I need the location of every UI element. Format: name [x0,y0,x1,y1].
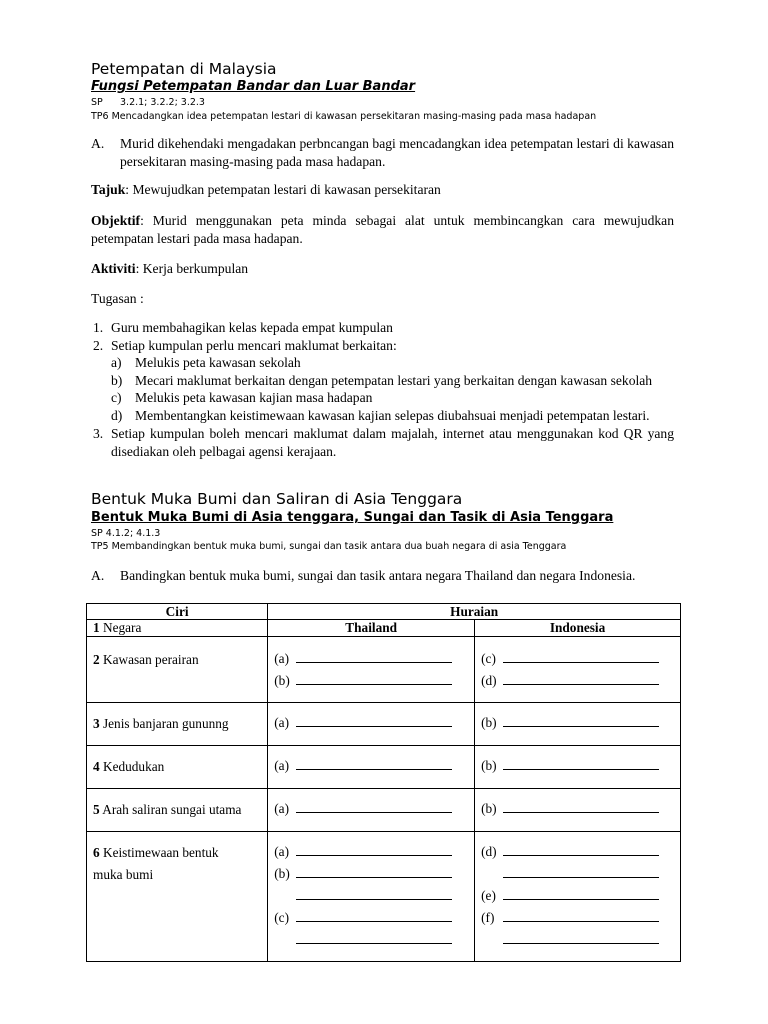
section1-a-marker: A. [91,136,105,151]
answer-blank[interactable] [503,843,659,856]
answer-blank[interactable] [503,650,659,663]
section2-sp: SP 4.1.2; 4.1.3 [91,528,161,539]
row-label: 6 Keistimewaan bentuk muka bumi [87,832,268,962]
indonesia-answer-cell: (d) (e) (f) [475,832,681,962]
section1-sp-values: 3.2.1; 3.2.2; 3.2.3 [120,97,205,108]
section1-subtitle: Fungsi Petempatan Bandar dan Luar Bandar [91,79,416,94]
indonesia-answer-cell: (b) [475,703,681,746]
answer-blank[interactable] [503,909,659,922]
subtask-text: Melukis peta kawasan kajian masa hadapan [135,390,373,405]
subtask-letter: c) [111,390,122,405]
objektif-label: Objektif [91,213,141,228]
indonesia-answer-cell: (b) [475,789,681,832]
section2-a-text: Bandingkan bentuk muka bumi, sungai dan tasik antara negara Thailand dan negara Indonesia. [120,568,636,583]
header-huraian: Huraian [268,604,681,620]
tugasan-label: Tugasan : [91,291,144,306]
aktiviti-label: Aktiviti [91,261,136,276]
task-number: 1. [93,320,104,335]
section1-tp: TP6 Mencadangkan idea petempatan lestari di kawasan persekitaran masing-masing pada masa hadapan [91,111,597,122]
answer-blank[interactable] [296,865,452,878]
subtask-text: Membentangkan keistimewaan kawasan kajian selepas diubahsuai menjadi petempatan lestari. [135,408,650,423]
table-header-row [87,604,681,620]
subtask-text: Melukis peta kawasan sekolah [135,355,301,370]
row-label: 5 Arah saliran sungai utama [87,789,268,832]
answer-blank[interactable] [296,757,452,770]
answer-blank[interactable] [503,887,659,900]
section2-tp: TP5 Membandingkan bentuk muka bumi, sungai dan tasik antara dua buah negara di asia Tenggara [91,541,567,552]
subtask-letter: d) [111,408,123,423]
answer-blank[interactable] [503,865,659,878]
table-row [87,637,681,703]
table-row [87,620,681,637]
table-row [87,746,681,789]
row-label: 1 Negara [87,620,268,637]
answer-blank[interactable] [503,757,659,770]
tajuk-line [91,181,441,199]
objektif-paragraph [91,212,674,248]
row-label: 3 Jenis banjaran gununng [87,703,268,746]
table-row [87,703,681,746]
section2-subtitle: Bentuk Muka Bumi di Asia tenggara, Sungai dan Tasik di Asia Tenggara [91,510,614,525]
comparison-table [86,603,681,962]
thailand-answer-cell: (a) (b) (c) [268,832,475,962]
answer-blank[interactable] [503,800,659,813]
aktiviti-text: : Kerja berkumpulan [135,261,249,276]
answer-blank[interactable] [503,714,659,727]
header-ciri: Ciri [87,604,268,620]
section2-title: Bentuk Muka Bumi dan Saliran di Asia Tenggara [91,490,463,508]
section1-sp-label: SP [91,97,103,108]
row-label: 2 Kawasan perairan [87,637,268,703]
answer-blank[interactable] [296,714,452,727]
section1-title: Petempatan di Malaysia [91,60,277,78]
task-text: Setiap kumpulan boleh mencari maklumat dalam majalah, internet atau menggunakan kod QR yang disediakan oleh pelbagai agensi kerajaan. [111,426,674,459]
answer-blank[interactable] [503,931,659,944]
answer-blank[interactable] [296,800,452,813]
answer-blank[interactable] [503,672,659,685]
header-indonesia: Indonesia [475,620,681,637]
answer-blank[interactable] [296,909,452,922]
answer-blank[interactable] [296,672,452,685]
task-number: 3. [93,426,104,441]
tajuk-label: Tajuk [91,182,126,197]
thailand-answer-cell: (a) [268,703,475,746]
answer-blank[interactable] [296,931,452,944]
aktiviti-line [91,260,248,278]
thailand-answer-cell: (a) [268,789,475,832]
thailand-answer-cell: (a) [268,746,475,789]
subtask-letter: b) [111,373,123,388]
answer-blank[interactable] [296,887,452,900]
table-row [87,789,681,832]
task-text: Setiap kumpulan perlu mencari maklumat berkaitan: [111,338,397,353]
indonesia-answer-cell: (c) (d) [475,637,681,703]
tajuk-text: : Mewujudkan petempatan lestari di kawasan persekitaran [125,182,441,197]
header-thailand: Thailand [268,620,475,637]
thailand-answer-cell: (a) (b) [268,637,475,703]
answer-blank[interactable] [296,843,452,856]
subtask-text: Mecari maklumat berkaitan dengan petempatan lestari yang berkaitan dengan kawasan sekolah [135,373,653,388]
row-label: 4 Kedudukan [87,746,268,789]
task-text: Guru membahagikan kelas kepada empat kumpulan [111,320,393,335]
objektif-text: : Murid menggunakan peta minda sebagai alat untuk membincangkan cara mewujudkan petempatan lestari pada masa hadapan. [91,213,674,246]
section1-a-text: Murid dikehendaki mengadakan perbncangan bagi mencadangkan idea petempatan lestari di kawasan persekitaran masing-masing pada masa hadapan. [120,136,674,169]
answer-blank[interactable] [296,650,452,663]
subtask-letter: a) [111,355,122,370]
indonesia-answer-cell: (b) [475,746,681,789]
task-number: 2. [93,338,104,353]
section2-a-marker: A. [91,568,105,583]
table-row [87,832,681,962]
